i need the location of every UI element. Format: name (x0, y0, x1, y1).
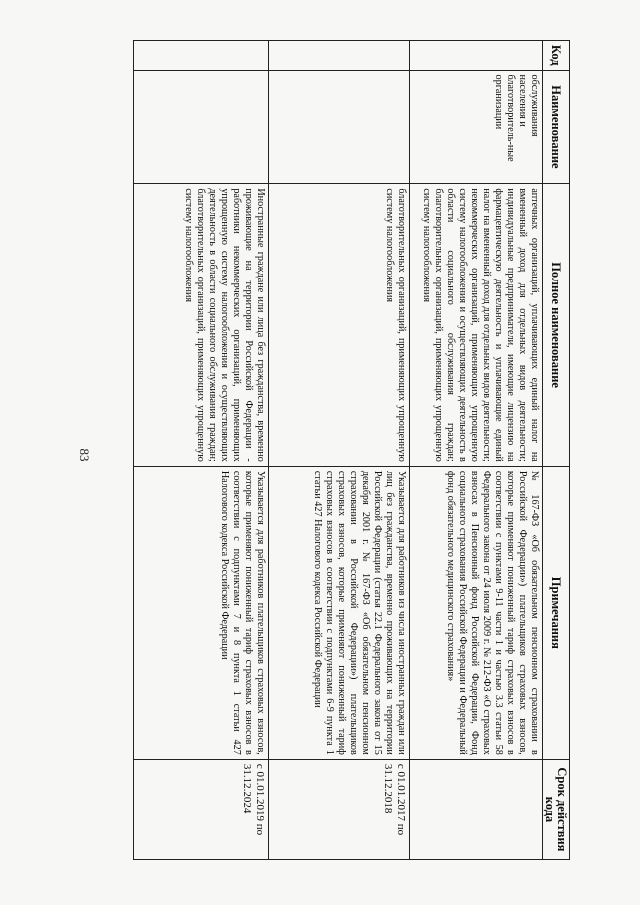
cell-term: с 01.01.2017 по 31.12.2018 (269, 759, 410, 859)
cell-full-name: благотворительных организаций, применяющих упрощенную систему налогообложения (269, 184, 410, 466)
codes-table (133, 40, 570, 860)
cell-code (410, 41, 543, 71)
cell-term (410, 759, 543, 859)
cell-notes: Указывается для работников из числа иностранных граждан или лиц без гражданства, временно проживающих на территории Российской Федерации (статья 22.1 Федерального закона от 15 декабря 2001 г. № 167-ФЗ «Об обязательном пенсионном страховании в Российской Федерации») плательщиков страховых взносов, которые применяют пониженный тариф страховых взносов в соответствии с подпунктами 6-9 пункта 1 статьи 427 Налогового кодекса Российской Федерации (269, 466, 410, 759)
cell-full-name: аптечных организаций, уплачивающих единый налог на вмененный доход для отдельных видов деятельности; индивидуальные предприниматели, имеющие лицензию на фармацевтическую деятельность и уплачивающие единый налог на вмененный доход для отдельных видов деятельности; некоммерческих организаций, применяющих упрощенную систему налогообложения и осуществляющих деятельность в области социального обслуживания граждан; благотворительных организаций, применяющих упрощенную систему налогообложения (410, 184, 543, 466)
cell-notes: Указывается для работников плательщиков страховых взносов, которые применяют пониженный тариф страховых взносов в соответствии с подпунктами 7 и 8 пункта 1 статьи 427 Налогового кодекса Российской Федерации (134, 466, 269, 759)
header-name: Наименование (543, 70, 570, 184)
cell-name (269, 70, 410, 184)
header-term: Срок действия кода (543, 759, 570, 859)
cell-notes: № 167-ФЗ «Об обязательном пенсионном страховании в Российской Федерации») плательщиков страховых взносов, которые применяют пониженный тариф страховых взносов в соответствии с пунктами 9-11 части 1 и частью 3.3 статьи 58 Федерального закона от 24 июля 2009 г. № 212-ФЗ «О страховых взносах в Пенсионный фонд Российской Федерации, Фонд социального страхования Российской Федерации и Федеральный фонд обязательного медицинского страхования» (410, 466, 543, 759)
table-row (410, 41, 543, 860)
cell-name (134, 70, 269, 184)
cell-code (134, 41, 269, 71)
table-row (134, 41, 269, 860)
header-code: Код (543, 41, 570, 71)
cell-term: с 01.01.2019 по 31.12.2024 (134, 759, 269, 859)
header-full-name: Полное наименование (543, 184, 570, 466)
page-number: 83 (77, 448, 92, 462)
header-notes: Примечания (543, 466, 570, 759)
cell-name: обслуживания населения и благотворитель-ные организации (410, 70, 543, 184)
table-header-row (543, 41, 570, 860)
cell-code (269, 41, 410, 71)
table-row (269, 41, 410, 860)
cell-full-name: Иностранные граждане или лица без гражданства, временно проживающие на территории Российской Федерации - работники некоммерческих организаций, применяющих упрощенную систему налогообложения и осуществляющих деятельность в области социального обслуживания граждан; благотворительных организаций, применяющих упрощенную систему налогообложения (134, 184, 269, 466)
rotated-table-container (112, 40, 570, 860)
